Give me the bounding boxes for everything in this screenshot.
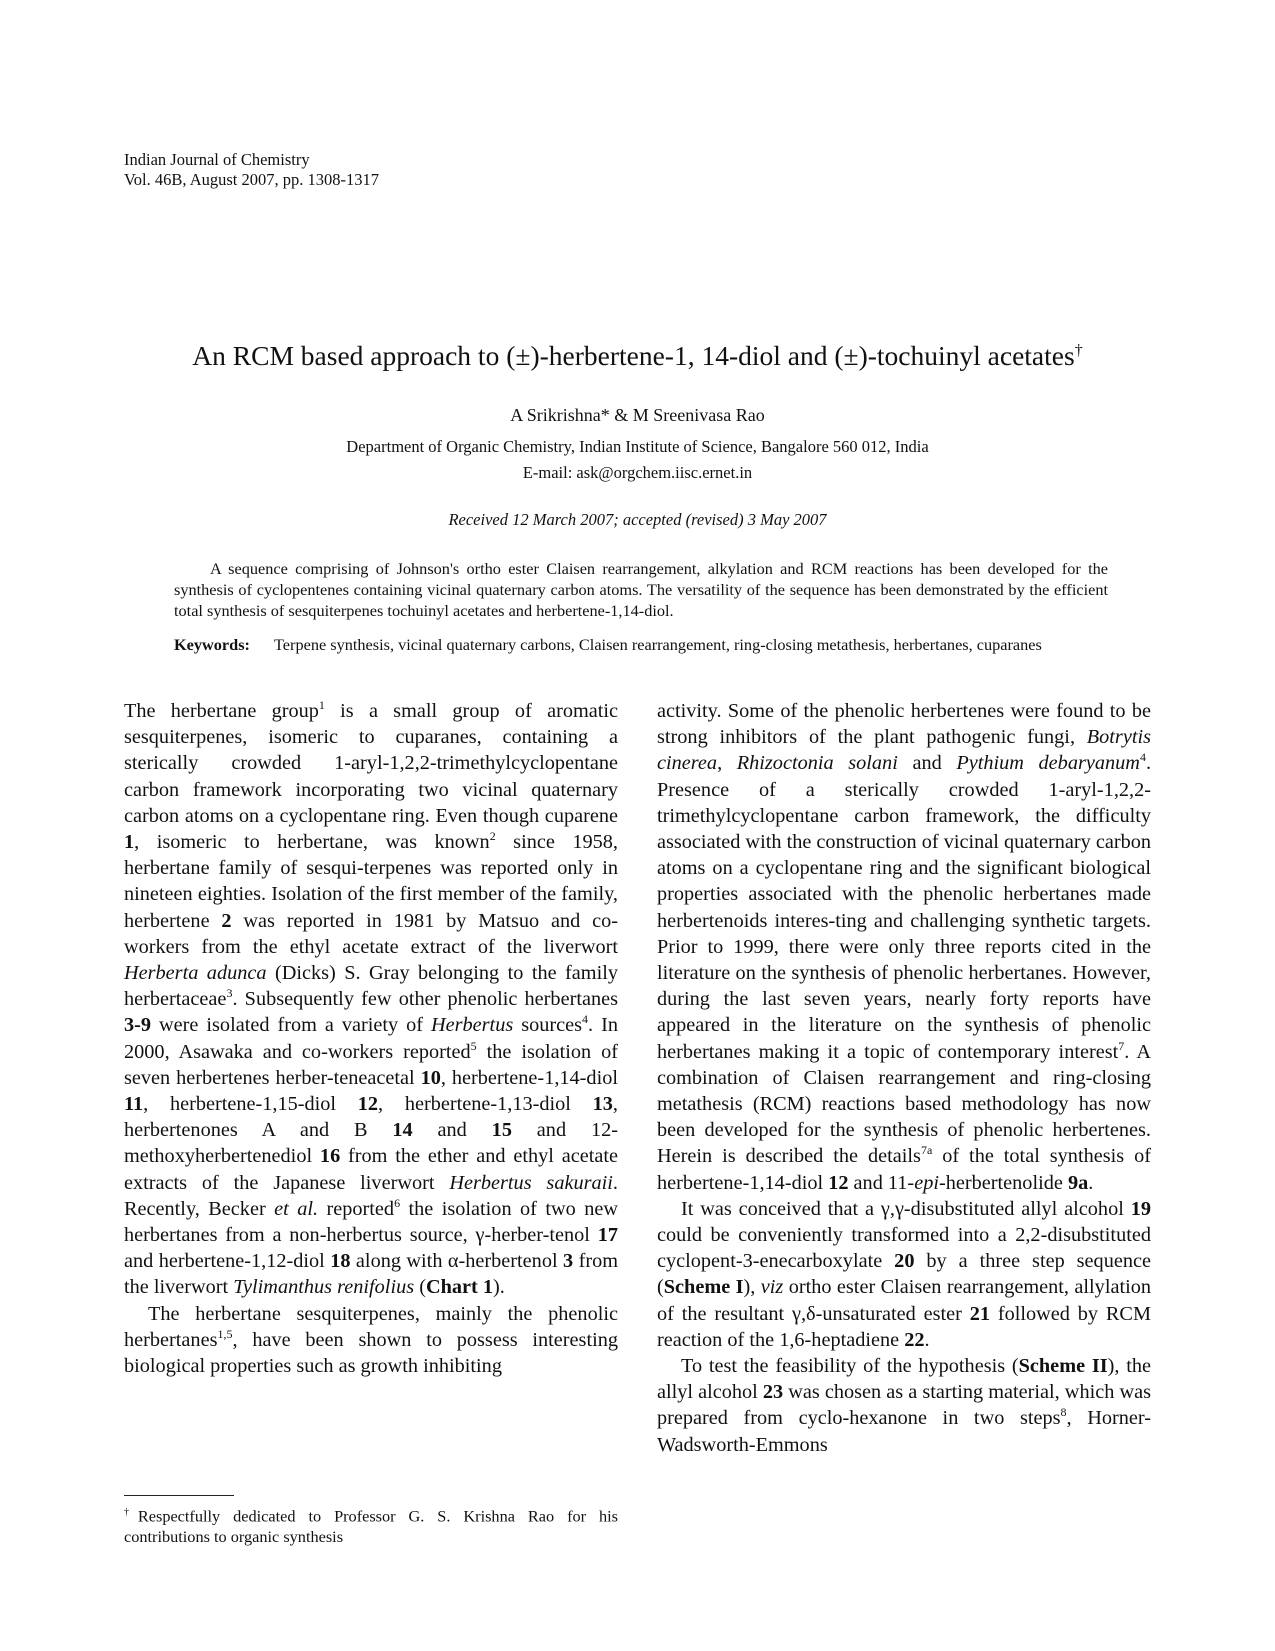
- abstract: A sequence comprising of Johnson's ortho ester Claisen rearrangement, alkylation and RCM reactions has been developed for the synthesis of cyclopentenes containing vicinal quaternary carbon atoms. The versatility of the sequence has been demonstrated by the efficient total synthesis of sesquiterpenes tochuinyl acetates and herbertene-1,14-diol.: [174, 559, 1108, 620]
- title-text: An RCM based approach to (±)-herbertene-1, 14-diol and (±)-tochuinyl acetates: [192, 340, 1075, 372]
- paragraph: It was conceived that a γ,γ-disubstituted allyl alcohol 19 could be conveniently transformed into a 2,2-disubstituted cyclopent-3-enecarboxylate 20 by a three step sequence (Scheme I), viz ortho ester Claisen rearrangement, allylation of the resultant γ,δ-unsaturated ester 21 followed by RCM reaction of the 1,6-heptadiene 22.: [657, 1197, 1152, 1351]
- keywords-label: Keywords:: [174, 635, 250, 654]
- paragraph: The herbertane sesquiterpenes, mainly the phenolic herbertanes$^{1,5}$, have been shown to possess interesting biological properties such as growth inhibiting: [124, 1302, 618, 1378]
- title-dagger: †: [1074, 342, 1083, 359]
- body-column-left: [124, 698, 618, 1379]
- journal-name: Indian Journal of Chemistry: [124, 150, 310, 169]
- paragraph: The herbertane group$^1$ is a small group of aromatic sesquiterpenes, isomeric to cuparanes, containing a sterically crowded 1-aryl-1,2,2-trimethylcyclopentane carbon framework incorporating two vicinal quaternary carbon atoms on a cyclopentane ring. Even though cuparene 1, isomeric to herbertane, was known$^2$ since 1958, herbertane family of sesqui-terpenes was reported only in nineteen eighties. Isolation of the first member of the family, herbertene 2 was reported in 1981 by Matsuo and co-workers from the ethyl acetate extract of the liverwort Herberta adunca (Dicks) S. Gray belonging to the family herbertaceae$^3$. Subsequently few other phenolic herbertanes 3-9 were isolated from a variety of Herbertus sources$^4$. In 2000, Asawaka and co-workers reported$^5$ the isolation of seven herbertenes herber-teneacetal 10, herbertene-1,14-diol 11, herbertene-1,15-diol 12, herbertene-1,13-diol 13, herbertenones A and B 14 and 15 and 12-methoxyherbertenediol 16 from the ether and ethyl acetate extracts of the Japanese liverwort Herbertus sakuraii. Recently, Becker et al. reported$^6$ the isolation of two new herbertanes from a non-herbertus source, γ-herber-tenol 17 and herbertene-1,12-diol 18 along with α-herbertenol 3 from the liverwort Tylimanthus renifolius (Chart 1).: [124, 698, 619, 1299]
- received-dates: Received 12 March 2007; accepted (revised) 3 May 2007: [448, 510, 827, 529]
- paragraph: activity. Some of the phenolic herbertenes were found to be strong inhibitors of the plant pathogenic fungi, Botrytis cinerea, Rhizoctonia solani and Pythium debaryanum$^4$. Presence of a sterically crowded 1-aryl-1,2,2-trimethylcyclopentane carbon framework, the difficulty associated with the construction of vicinal quaternary carbon atoms on a cyclopentane ring and the significant biological properties associated with the phenolic herbertanes made herbertenoids interes-ting and challenging synthetic targets. Prior to 1999, there were only three reports cited in the literature on the synthesis of phenolic herbertanes. However, during the last seven years, nearly forty reports have appeared in the literature on the synthesis of phenolic herbertanes making it a topic of contemporary interest$^7$. A combination of Claisen rearrangement and ring-closing metathesis (RCM) reactions based methodology has now been developed for the synthesis of phenolic herbertenes. Herein is described the details$^{7a}$ of the total synthesis of herbertene-1,14-diol 12 and 11-epi-herbertenolide 9a.: [657, 700, 1152, 1194]
- email: E-mail: ask@orgchem.iisc.ernet.in: [522, 463, 753, 482]
- journal-header: [124, 150, 379, 190]
- authors: A Srikrishna* & M Sreenivasa Rao: [510, 405, 765, 425]
- footnote: [124, 1502, 618, 1547]
- keywords: [174, 635, 1108, 655]
- paper-title: [60, 334, 1215, 373]
- affiliation: Department of Organic Chemistry, Indian Institute of Science, Bangalore 560 012, India: [346, 437, 929, 456]
- footnote-dagger: †: [124, 1507, 138, 1518]
- footnote-rule: [124, 1495, 234, 1496]
- journal-volume: Vol. 46B, August 2007, pp. 1308-1317: [124, 170, 380, 189]
- body-column-right: [657, 698, 1151, 1458]
- paragraph: To test the feasibility of the hypothesis (Scheme II), the allyl alcohol 23 was chosen as a starting material, which was prepared from cyclo-hexanone in two steps$^8$, Horner-Wadsworth-Emmons: [657, 1355, 1151, 1456]
- footnote-text: Respectfully dedicated to Professor G. S. Krishna Rao for his contributions to organic synthesis: [124, 1506, 619, 1547]
- keywords-text: Terpene synthesis, vicinal quaternary carbons, Claisen rearrangement, ring-closing metathesis, herbertanes, cuparanes: [274, 635, 1042, 654]
